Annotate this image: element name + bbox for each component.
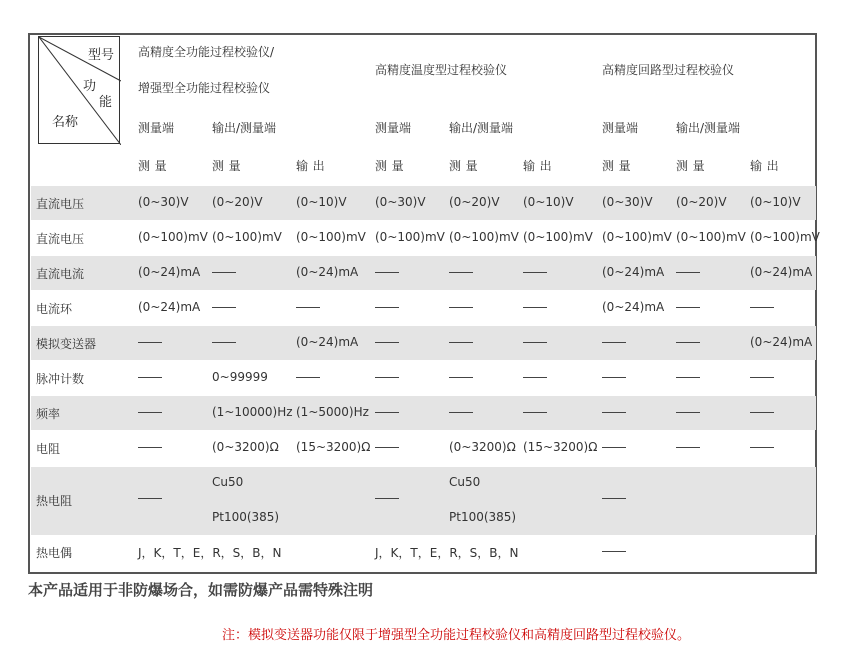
table-cell: (0~3200)Ω [449, 440, 516, 454]
dash-cell [449, 272, 473, 273]
dash-cell [138, 412, 162, 413]
table-cell: (0~100)mV [602, 230, 672, 244]
dash-cell [138, 342, 162, 343]
group-header: 测量端 [138, 121, 175, 135]
table-cell: (0~100)mV [375, 230, 445, 244]
row-label-rtd: 热电阻 [36, 494, 73, 508]
rtd-pt100: Pt100(385) [449, 510, 517, 524]
group-header: 输出/测量端 [212, 121, 277, 135]
dash-cell [676, 377, 700, 378]
corner-func1-label: 功 [83, 79, 97, 94]
table-cell: (0~100)mV [138, 230, 208, 244]
table-cell: (0~100)mV [449, 230, 519, 244]
row-label: 直流电流 [36, 267, 85, 281]
tc-types: J，K，T，E，R，S，B，N [138, 546, 282, 560]
table-cell: (0~100)mV [523, 230, 593, 244]
row-label: 电流环 [36, 302, 73, 316]
dash-cell [449, 377, 473, 378]
dash-cell [138, 447, 162, 448]
sub-header: 测 量 [212, 159, 242, 173]
table-cell: (0~10)V [750, 195, 801, 209]
dash-cell [676, 307, 700, 308]
diagonal-header-cell [38, 36, 120, 144]
dash-cell [375, 342, 399, 343]
group-header: 测量端 [602, 121, 639, 135]
corner-model-label: 型号 [88, 48, 115, 63]
table-cell: (0~30)V [375, 195, 426, 209]
dash-cell [523, 307, 547, 308]
table-cell: (0~100)mV [676, 230, 746, 244]
table-cell: (0~24)mA [296, 335, 359, 349]
dash-cell [676, 272, 700, 273]
table-cell: (0~10)V [296, 195, 347, 209]
tc-types: J，K，T，E，R，S，B，N [375, 546, 519, 560]
table-cell: (0~24)mA [296, 265, 359, 279]
dash-cell [523, 377, 547, 378]
dash-cell [375, 412, 399, 413]
table-cell: (0~24)mA [750, 265, 813, 279]
dash-cell [449, 342, 473, 343]
table-cell: (0~30)V [602, 195, 653, 209]
dash-cell [750, 412, 774, 413]
corner-name-label: 名称 [52, 115, 79, 130]
sub-header: 测 量 [602, 159, 632, 173]
group-header: 输出/测量端 [676, 121, 741, 135]
dash-cell [523, 272, 547, 273]
dash-cell [602, 551, 626, 552]
dash-cell [375, 307, 399, 308]
row-band [31, 467, 816, 535]
sub-header: 测 量 [138, 159, 168, 173]
dash-cell [750, 307, 774, 308]
dash-cell [296, 377, 320, 378]
table-cell: (0~3200)Ω [212, 440, 279, 454]
table-cell: (0~100)mV [296, 230, 366, 244]
dash-cell [449, 307, 473, 308]
row-label: 直流电压 [36, 197, 85, 211]
row-label-tc: 热电偶 [36, 546, 73, 560]
table-cell: (0~10)V [523, 195, 574, 209]
group-header: 输出/测量端 [449, 121, 514, 135]
row-band [31, 326, 816, 360]
dash-cell [602, 377, 626, 378]
dash-cell [750, 447, 774, 448]
dash-cell [212, 342, 236, 343]
table-cell: (0~24)mA [602, 300, 665, 314]
dash-cell [750, 377, 774, 378]
corner-func2-label: 能 [99, 95, 113, 110]
dash-cell [676, 342, 700, 343]
table-cell: (0~20)V [449, 195, 500, 209]
product-header: 高精度温度型过程校验仪 [375, 63, 508, 77]
rtd-cu50: Cu50 [212, 475, 244, 489]
row-label: 脉冲计数 [36, 372, 85, 386]
dash-cell [375, 272, 399, 273]
dash-cell [523, 342, 547, 343]
dash-cell [375, 447, 399, 448]
row-label: 直流电压 [36, 232, 85, 246]
group-header: 测量端 [375, 121, 412, 135]
table-cell: (0~20)V [212, 195, 263, 209]
dash-cell [138, 377, 162, 378]
table-cell: (0~20)V [676, 195, 727, 209]
footer-title: 本产品适用于非防爆场合，如需防爆产品需特殊注明 [28, 581, 374, 599]
sub-header: 输 出 [296, 159, 326, 173]
sub-header: 输 出 [523, 159, 553, 173]
table-cell: (1~10000)Hz [212, 405, 293, 419]
sub-header: 输 出 [750, 159, 780, 173]
table-cell: (0~24)mA [138, 265, 201, 279]
table-cell: (0~100)mV [750, 230, 820, 244]
dash-cell [375, 377, 399, 378]
dash-cell [602, 498, 626, 499]
table-cell: (15~3200)Ω [523, 440, 598, 454]
dash-cell [212, 272, 236, 273]
dash-cell [375, 498, 399, 499]
dash-cell [602, 342, 626, 343]
dash-cell [676, 447, 700, 448]
dash-cell [602, 412, 626, 413]
row-label: 模拟变送器 [36, 337, 97, 351]
dash-cell [296, 307, 320, 308]
rtd-cu50: Cu50 [449, 475, 481, 489]
product-header: 高精度回路型过程校验仪 [602, 63, 735, 77]
row-label: 频率 [36, 407, 61, 421]
dash-cell [449, 412, 473, 413]
dash-cell [602, 447, 626, 448]
row-label: 电阻 [36, 442, 61, 456]
dash-cell [212, 307, 236, 308]
table-cell: (15~3200)Ω [296, 440, 371, 454]
product-header: 增强型全功能过程校验仪 [138, 81, 271, 95]
table-cell: (0~24)mA [602, 265, 665, 279]
table-cell: (0~24)mA [138, 300, 201, 314]
rtd-pt100: Pt100(385) [212, 510, 280, 524]
sub-header: 测 量 [449, 159, 479, 173]
sub-header: 测 量 [676, 159, 706, 173]
footer-note: 注：模拟变送器功能仅限于增强型全功能过程校验仪和高精度回路型过程校验仪。 [222, 628, 691, 643]
product-header: 高精度全功能过程校验仪/ [138, 45, 275, 59]
table-cell: 0~99999 [212, 370, 268, 384]
sub-header: 测 量 [375, 159, 405, 173]
dash-cell [676, 412, 700, 413]
table-cell: (0~100)mV [212, 230, 282, 244]
table-cell: (0~24)mA [750, 335, 813, 349]
table-cell: (0~30)V [138, 195, 189, 209]
table-cell: (1~5000)Hz [296, 405, 369, 419]
dash-cell [138, 498, 162, 499]
row-band [31, 396, 816, 430]
dash-cell [523, 412, 547, 413]
